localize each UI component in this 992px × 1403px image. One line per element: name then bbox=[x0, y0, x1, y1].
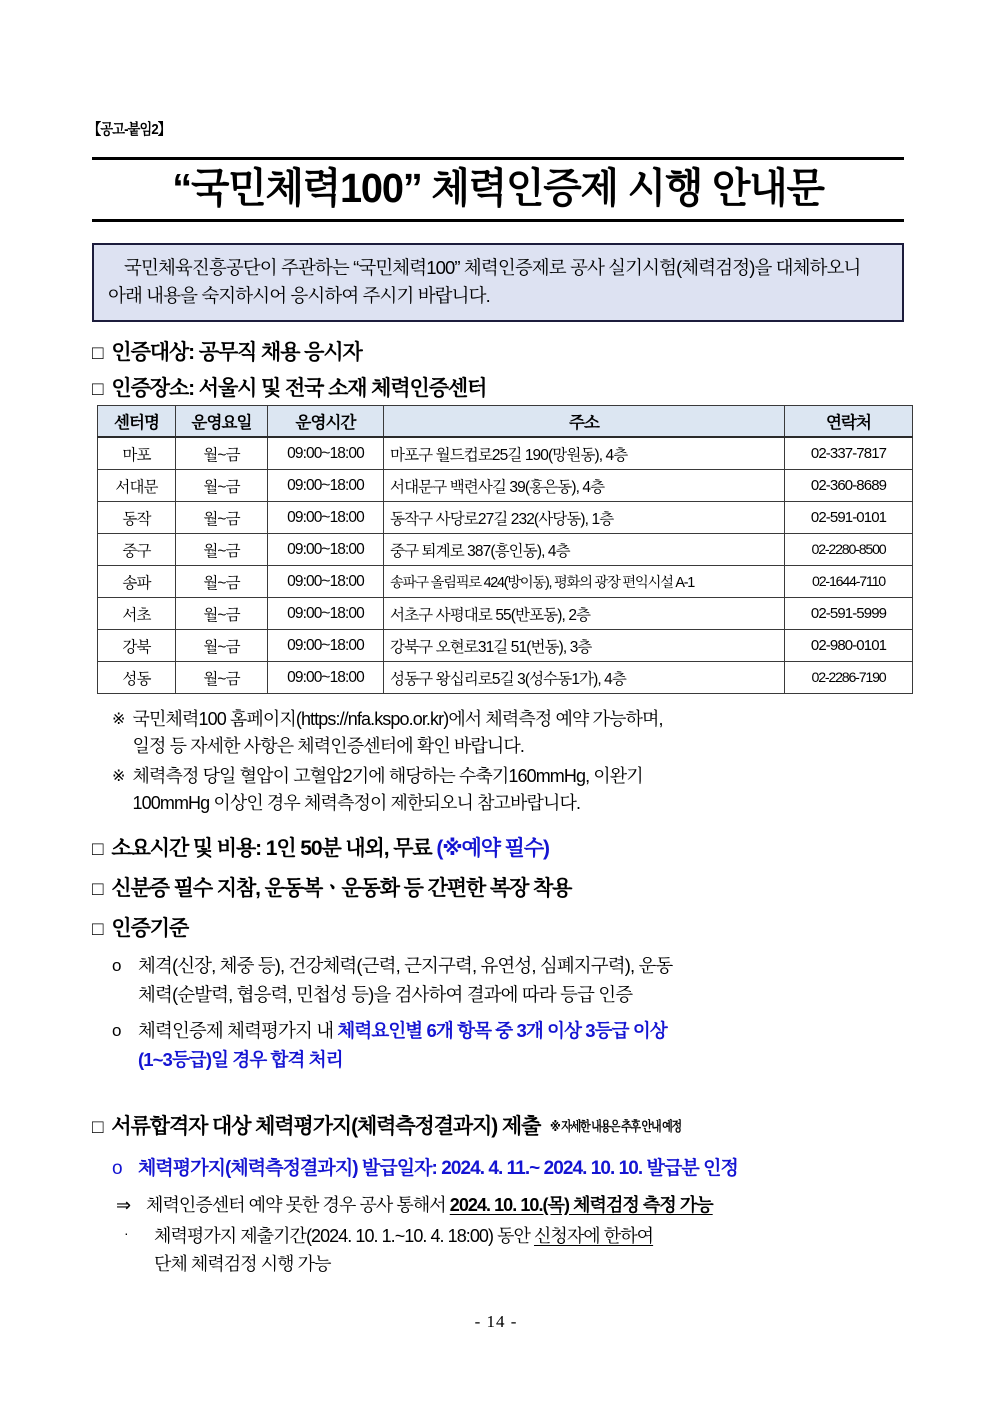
cell-address: 동작구 사당로27길 232(사당동), 1층 bbox=[384, 502, 785, 534]
reservation-required-highlight: (※예약 필수) bbox=[436, 837, 549, 860]
note-body bbox=[133, 706, 912, 761]
cell-address: 송파구 올림픽로 424(방이동), 평화의 광장 편익시설 A-1 bbox=[384, 566, 785, 598]
cell-tel: 02-591-5999 bbox=[785, 598, 913, 630]
page-number-footer: - 14 - bbox=[474, 1312, 518, 1331]
list-item-dot bbox=[112, 1223, 922, 1279]
section-header-criteria bbox=[92, 912, 188, 942]
reference-mark-icon: ※ bbox=[112, 767, 125, 785]
bullet-highlight-2: (1~3등급)일 경우 합격 처리 bbox=[138, 1048, 343, 1070]
bullet-prefix: 체력인증제 체력평가지 내 bbox=[138, 1019, 338, 1041]
section-header-target bbox=[92, 336, 362, 366]
section-label-dress: 신분증 필수 지참, 운동복ㆍ운동화 등 간편한 복장 착용 bbox=[111, 877, 572, 900]
column-header-tel: 연락처 bbox=[785, 406, 913, 438]
table-row bbox=[98, 566, 913, 598]
checkbox-icon: □ bbox=[92, 879, 103, 900]
cell-tel: 02-591-0101 bbox=[785, 502, 913, 534]
dot-body bbox=[154, 1223, 653, 1279]
bullet-marker-icon: o bbox=[112, 956, 121, 975]
section-label-submit: 서류합격자 대상 체력평가지(체력측정결과지) 제출 bbox=[111, 1115, 541, 1138]
note-line-1: 체력측정 당일 혈압이 고혈압2기에 해당하는 수축기160mmHg, 이완기 bbox=[132, 765, 643, 786]
cell-hours: 09:00~18:00 bbox=[268, 534, 384, 566]
cell-days: 월~금 bbox=[176, 662, 268, 694]
section-header-submit bbox=[92, 1110, 710, 1140]
note-line-2: 일정 등 자세한 사항은 체력인증센터에 확인 바랍니다. bbox=[132, 736, 524, 757]
column-header-center-name: 센터명 bbox=[98, 406, 176, 438]
bullet-body bbox=[138, 952, 917, 1010]
criteria-bullet-list bbox=[112, 952, 917, 1081]
cell-tel: 02-2280-8500 bbox=[785, 534, 913, 566]
column-header-address: 주소 bbox=[384, 406, 785, 438]
section-label-target: 인증대상: 공무직 채용 응시자 bbox=[111, 341, 362, 364]
cell-tel: 02-337-7817 bbox=[785, 437, 913, 470]
cell-days: 월~금 bbox=[176, 566, 268, 598]
cell-center-name: 중구 bbox=[98, 534, 176, 566]
arrow-right-icon: ⇒ bbox=[116, 1194, 131, 1215]
note-body bbox=[133, 763, 912, 818]
table-row bbox=[98, 662, 913, 694]
cell-tel: 02-980-0101 bbox=[785, 630, 913, 662]
table-row bbox=[98, 470, 913, 502]
column-header-hours: 운영시간 bbox=[268, 406, 384, 438]
cell-address: 성동구 왕십리로5길 3(성수동1가), 4층 bbox=[384, 662, 785, 694]
bullet-highlight-1: 체력요인별 6개 항목 중 3개 이상 3등급 이상 bbox=[337, 1019, 667, 1041]
cell-hours: 09:00~18:00 bbox=[268, 598, 384, 630]
section-note-submit: ※ 자세한 내용은 추후 안내 예정 bbox=[550, 1119, 682, 1134]
cell-hours: 09:00~18:00 bbox=[268, 630, 384, 662]
arrow-body bbox=[146, 1192, 713, 1219]
cell-center-name: 강북 bbox=[98, 630, 176, 662]
table-row bbox=[98, 437, 913, 470]
arrow-underlined-text: 2024. 10. 10.(목) 체력검정 측정 가능 bbox=[449, 1194, 713, 1215]
arrow-prefix: 체력인증센터 예약 못한 경우 공사 통해서 bbox=[146, 1194, 450, 1215]
cell-tel: 02-2286-7190 bbox=[785, 662, 913, 694]
cell-center-name: 서대문 bbox=[98, 470, 176, 502]
checkbox-icon: □ bbox=[92, 379, 103, 400]
table-row bbox=[98, 630, 913, 662]
note-item bbox=[112, 706, 912, 761]
cell-address: 서초구 사평대로 55(반포동), 2층 bbox=[384, 598, 785, 630]
table-row bbox=[98, 502, 913, 534]
cell-center-name: 동작 bbox=[98, 502, 176, 534]
cell-address: 강북구 오현로31길 51(번동), 3층 bbox=[384, 630, 785, 662]
bullet-marker-icon: o bbox=[112, 1020, 121, 1040]
fitness-center-table bbox=[97, 405, 913, 694]
section-header-time-cost bbox=[92, 832, 549, 862]
cell-address: 마포구 월드컵로25길 190(망원동), 4층 bbox=[384, 437, 785, 470]
section-label-time-cost: 소요시간 및 비용: 1인 50분 내외, 무료 bbox=[111, 837, 437, 860]
cell-hours: 09:00~18:00 bbox=[268, 662, 384, 694]
checkbox-icon: □ bbox=[92, 839, 103, 860]
note-line-1: 국민체력100 홈페이지(https://nfa.kspo.or.kr)에서 체력측정 예약 가능하며, bbox=[132, 709, 663, 729]
cell-days: 월~금 bbox=[176, 598, 268, 630]
list-item-arrow bbox=[112, 1192, 922, 1219]
section-label-criteria: 인증기준 bbox=[111, 917, 189, 940]
checkbox-icon: □ bbox=[92, 1117, 103, 1138]
bullet-body bbox=[138, 1017, 917, 1075]
cell-days: 월~금 bbox=[176, 502, 268, 534]
cell-center-name: 서초 bbox=[98, 598, 176, 630]
bullet-line-1: 체격(신장, 체중 등), 건강체력(근력, 근지구력, 유연성, 심폐지구력), 운동 bbox=[138, 955, 673, 976]
cell-hours: 09:00~18:00 bbox=[268, 566, 384, 598]
section-header-place bbox=[92, 372, 486, 402]
checkbox-icon: □ bbox=[92, 343, 103, 364]
issue-date-text: 체력평가지(체력측정결과지) 발급일자: 2024. 4. 11.~ 2024. 10. 10. 발급분 인정 bbox=[138, 1158, 738, 1179]
cell-address: 서대문구 백련사길 39(홍은동), 4층 bbox=[384, 470, 785, 502]
bullet-marker-icon: o bbox=[112, 1158, 122, 1179]
reference-mark-icon: ※ bbox=[112, 711, 125, 728]
table-notes bbox=[112, 706, 912, 819]
cell-hours: 09:00~18:00 bbox=[268, 502, 384, 534]
list-item bbox=[112, 1017, 917, 1075]
submit-detail-list bbox=[112, 1155, 922, 1279]
page-title: “국민체력100” 체력인증제 시행 안내문 bbox=[172, 165, 824, 211]
dot-underlined-text: 신청자에 한하여 bbox=[533, 1225, 654, 1246]
cell-days: 월~금 bbox=[176, 437, 268, 470]
cell-center-name: 송파 bbox=[98, 566, 176, 598]
document-tag: 【공고-붙임2】 bbox=[88, 121, 171, 138]
bullet-dot-icon: · bbox=[124, 1224, 128, 1241]
checkbox-icon: □ bbox=[92, 919, 103, 940]
cell-days: 월~금 bbox=[176, 630, 268, 662]
cell-tel: 02-360-8689 bbox=[785, 470, 913, 502]
table-row bbox=[98, 598, 913, 630]
section-label-place: 인증장소: 서울시 및 전국 소재 체력인증센터 bbox=[111, 377, 487, 400]
cell-address: 중구 퇴계로 387(흥인동), 4층 bbox=[384, 534, 785, 566]
list-item-issue-date bbox=[112, 1155, 922, 1184]
note-line-2: 100mmHg 이상인 경우 체력측정이 제한되오니 참고바랍니다. bbox=[132, 793, 581, 814]
cell-days: 월~금 bbox=[176, 534, 268, 566]
table-header-row bbox=[98, 406, 913, 438]
table-row bbox=[98, 534, 913, 566]
cell-days: 월~금 bbox=[176, 470, 268, 502]
cell-tel: 02-1644-7110 bbox=[785, 566, 913, 598]
dot-line-2: 단체 체력검정 시행 가능 bbox=[154, 1253, 331, 1274]
cell-center-name: 마포 bbox=[98, 437, 176, 470]
intro-text: 국민체육진흥공단이 주관하는 “국민체력100” 체력인증제로 공사 실기시험(체력검정)을 대체하오니 아래 내용을 숙지하시어 응시하여 주시기 바랍니다. bbox=[108, 257, 861, 307]
note-item bbox=[112, 763, 912, 818]
cell-hours: 09:00~18:00 bbox=[268, 470, 384, 502]
column-header-days: 운영요일 bbox=[176, 406, 268, 438]
bullet-line-2: 체력(순발력, 협응력, 민첩성 등)을 검사하여 결과에 따라 등급 인증 bbox=[138, 983, 633, 1005]
dot-prefix: 체력평가지 제출기간(2024. 10. 1.~10. 4. 18:00) 동안 bbox=[154, 1225, 534, 1246]
cell-center-name: 성동 bbox=[98, 662, 176, 694]
title-block bbox=[92, 157, 904, 222]
intro-callout-box bbox=[92, 243, 904, 322]
cell-hours: 09:00~18:00 bbox=[268, 437, 384, 470]
section-header-dress bbox=[92, 872, 571, 902]
list-item bbox=[112, 952, 917, 1010]
